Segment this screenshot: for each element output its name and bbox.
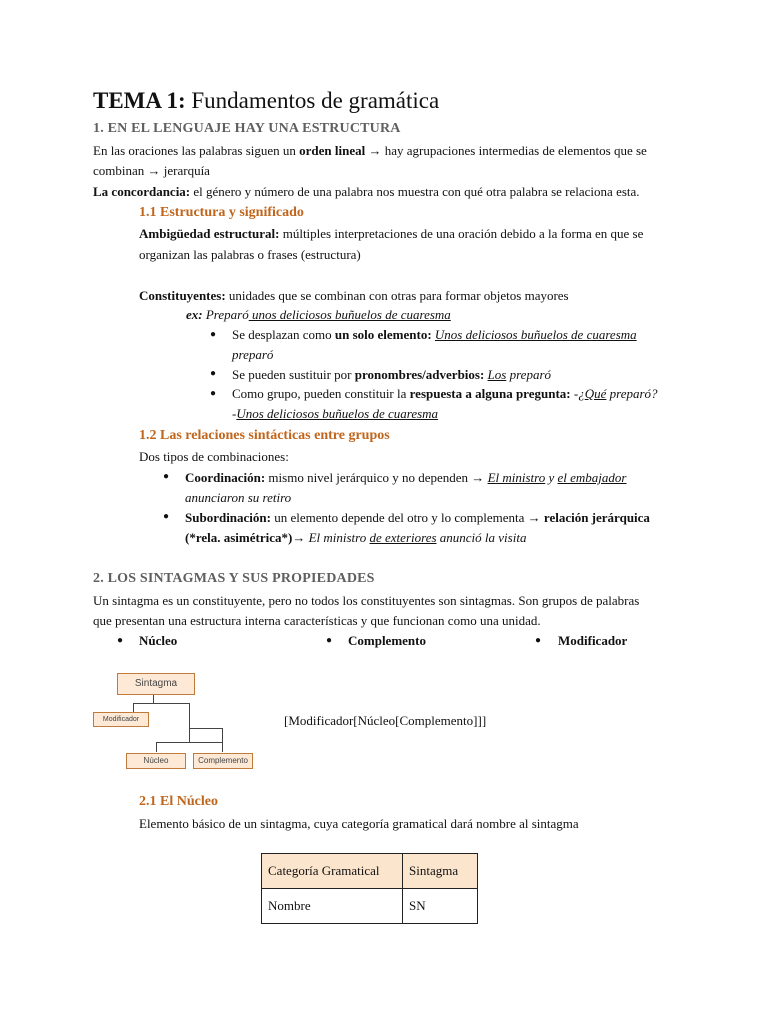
bullet-icon: ●	[326, 635, 333, 646]
paragraph: Un sintagma es un constituyente, pero no todos los constituyentes son sintagmas. Son grupos de palabras	[93, 593, 640, 608]
section-2-heading: 2. LOS SINTAGMAS Y SUS PROPIEDADES	[93, 571, 375, 586]
bullet-icon: ●	[210, 329, 217, 340]
bullet-icon: ●	[535, 635, 542, 646]
bracket-notation: [Modificador[Núcleo[Complemento]]]	[284, 713, 487, 728]
list-item-continuation: (*rela. asimétrica*)→ El ministro de exteriores anunció la visita	[185, 530, 527, 545]
list-item-modificador: Modificador	[558, 633, 628, 648]
subsection-1-2-heading: 1.2 Las relaciones sintácticas entre grupos	[139, 428, 390, 443]
paragraph: combinan → jerarquía	[93, 163, 210, 178]
paragraph: Ambigüedad estructural: múltiples interpretaciones de una oración debido a la forma en que se	[139, 226, 644, 241]
subsection-2-1-heading: 2.1 El Núcleo	[139, 794, 218, 809]
tree-connector	[133, 703, 134, 712]
list-item: Como grupo, pueden constituir la respuesta a alguna pregunta: -¿Qué preparó?	[232, 386, 658, 401]
bullet-icon: ●	[117, 635, 124, 646]
paragraph: organizan las palabras o frases (estructura)	[139, 247, 361, 262]
table-header-cell: Categoría Gramatical	[262, 854, 403, 889]
list-item: Coordinación: mismo nivel jerárquico y no dependen → El ministro y el embajador	[185, 470, 627, 485]
table-header-row	[262, 854, 478, 889]
paragraph: Dos tipos de combinaciones:	[139, 449, 289, 464]
list-item-nucleo: Núcleo	[139, 633, 178, 648]
tree-connector	[133, 703, 189, 704]
paragraph: La concordancia: el género y número de una palabra nos muestra con qué otra palabra se relaciona esta.	[93, 184, 640, 199]
list-item: Se pueden sustituir por pronombres/adverbios: Los preparó	[232, 367, 551, 382]
list-item: Se desplazan como un solo elemento: Unos deliciosos buñuelos de cuaresma	[232, 327, 637, 342]
paragraph: Elemento básico de un sintagma, cuya categoría gramatical dará nombre al sintagma	[139, 816, 579, 831]
tree-connector	[189, 703, 190, 742]
page-title: TEMA 1: Fundamentos de gramática	[93, 88, 440, 113]
bullet-icon: ●	[210, 388, 217, 399]
paragraph: En las oraciones las palabras siguen un orden lineal → hay agrupaciones intermedias de elementos que se	[93, 143, 647, 158]
table-cell: Nombre	[262, 889, 403, 924]
bullet-icon: ●	[210, 368, 217, 379]
list-item-continuation: preparó	[232, 347, 274, 362]
paragraph: Constituyentes: unidades que se combinan con otras para formar objetos mayores	[139, 288, 569, 303]
category-table	[261, 853, 478, 924]
bullet-icon: ●	[163, 471, 170, 482]
table-row	[262, 889, 478, 924]
tree-connector	[222, 728, 223, 752]
list-item-continuation: -Unos deliciosos buñuelos de cuaresma	[232, 406, 439, 421]
tree-node-sintagma: Sintagma	[117, 673, 195, 695]
tree-node-complemento: Complemento	[193, 753, 253, 769]
tree-connector	[190, 728, 223, 729]
tree-connector	[153, 694, 154, 703]
paragraph: que presentan una estructura interna características y que funcionan como una unidad.	[93, 613, 541, 628]
subsection-1-1-heading: 1.1 Estructura y significado	[139, 205, 304, 220]
tree-connector	[156, 742, 222, 743]
tree-node-nucleo: Núcleo	[126, 753, 186, 769]
list-item-continuation: anunciaron su retiro	[185, 490, 292, 505]
list-item: Subordinación: un elemento depende del otro y lo complementa → relación jerárquica	[185, 510, 650, 525]
tree-connector	[156, 742, 157, 752]
section-1-heading: 1. EN EL LENGUAJE HAY UNA ESTRUCTURA	[93, 121, 401, 136]
tree-node-modificador: Modificador	[93, 712, 149, 727]
table-cell: SN	[403, 889, 478, 924]
bullet-icon: ●	[163, 511, 170, 522]
table-header-cell: Sintagma	[403, 854, 478, 889]
list-item-complemento: Complemento	[348, 633, 426, 648]
example-line: ex: Preparó unos deliciosos buñuelos de cuaresma	[186, 307, 451, 322]
